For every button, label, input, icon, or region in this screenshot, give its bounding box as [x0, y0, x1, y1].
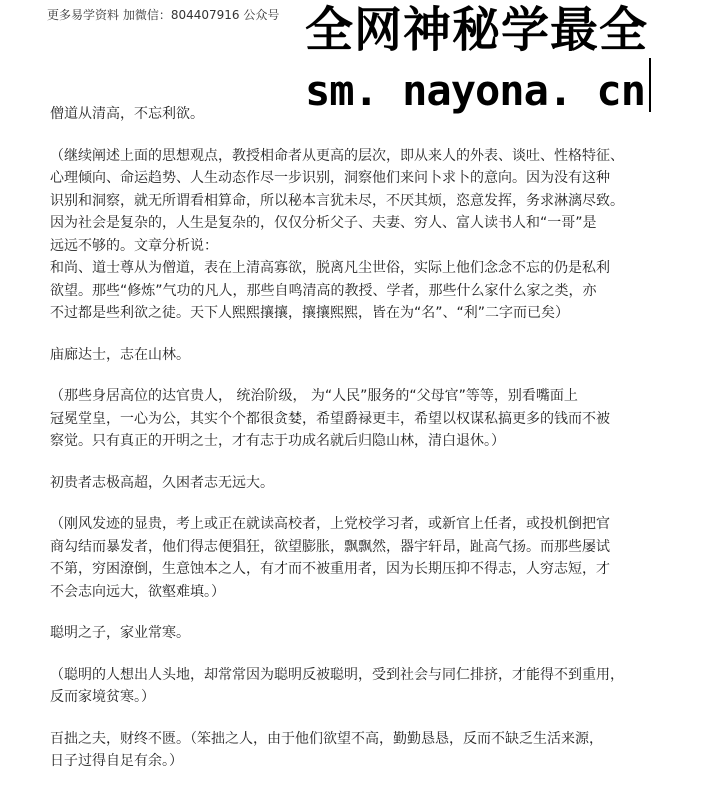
paragraph-heading: 僧道从清高，不忘利欲。 [50, 106, 204, 122]
document-body [50, 103, 648, 792]
text-cursor [649, 58, 651, 112]
watermark-url: sm. nayona. cn [305, 66, 646, 115]
paragraph-note: （聪明的人想出人头地，却常常因为聪明反被聪明，受到社会与同仁排挤，才能得不到重用， 反而家境贫寒。） [50, 666, 624, 705]
paragraph-heading: 百拙之夫，财终不匮。（笨拙之人，由于他们欲望不高，勤勤恳恳，反而不缺乏生活来源， 日子过得自足有余。） [50, 730, 603, 769]
paragraph-heading: 庙廊达士，志在山林。 [50, 346, 190, 363]
paragraph-note: （那些身居高位的达官贵人， 统治阶级， 为“人民”服务的“父母官”等等，别看嘴面上 冠冕堂皇，一心为公，其实个个都很贪婪，希望爵禄更丰，希望以权谋私搞更多的钱而不被 察觉。只有真正的开明之士，才有志于功成名就后归隐山林，清白退休。） [50, 388, 610, 449]
paragraph-note: （刚风发迹的显贵，考上或正在就读高校者，上党校学习者，或新官上任者，或投机倒把官 商勾结而暴发者，他们得志便猖狂，欲望膨胀，飘飘然，器宇轩昂，趾高气扬。而那些屡试 不第，穷困潦倒，生意蚀本之人，有才而不被重用者，因为长期压抑不得志，人穷志短，才 不会志向远大，欲壑难填。） [50, 516, 610, 600]
paragraph-heading: 初贵者志极高超，久困者志无远大。 [50, 474, 274, 491]
paragraph-heading: 聪明之子，家业常寒。 [50, 625, 190, 641]
top-info-text: 更多易学资料 加微信：804407916 公众号 [47, 8, 280, 22]
watermark-title: 全网神秘学最全 [305, 2, 649, 58]
paragraph-note: （继续阐述上面的思想观点，教授相命者从更高的层次，即从来人的外表、谈吐、性格特征、 心理倾向、命运趋势、人生动态作尽一步识别，洞察他们来问卜求卜的意向。因为没有这种 识别和洞察，就无所谓看相算命，所以秘本言犹未尽，不厌其烦，恣意发挥，务求淋漓尽致。 因为社会是复杂的，人生是复杂的，仅仅分析父子、夫妻、穷人、富人读书人和“一哥”是 远远不够的。文章分析说： 和尚、道士尊从为僧道，表在上清高寡欲，脱离凡尘世俗，实际上他们念念不忘的仍是私利 欲望。那些“修炼”气功的凡人，那些自鸣清高的教授、学者，那些什么家什么家之类，亦 不过都是些利欲之徒。天下人熙熙攘攘，攘攘熙熙，皆在为“名”、“利”二字而已矣） [50, 147, 624, 321]
